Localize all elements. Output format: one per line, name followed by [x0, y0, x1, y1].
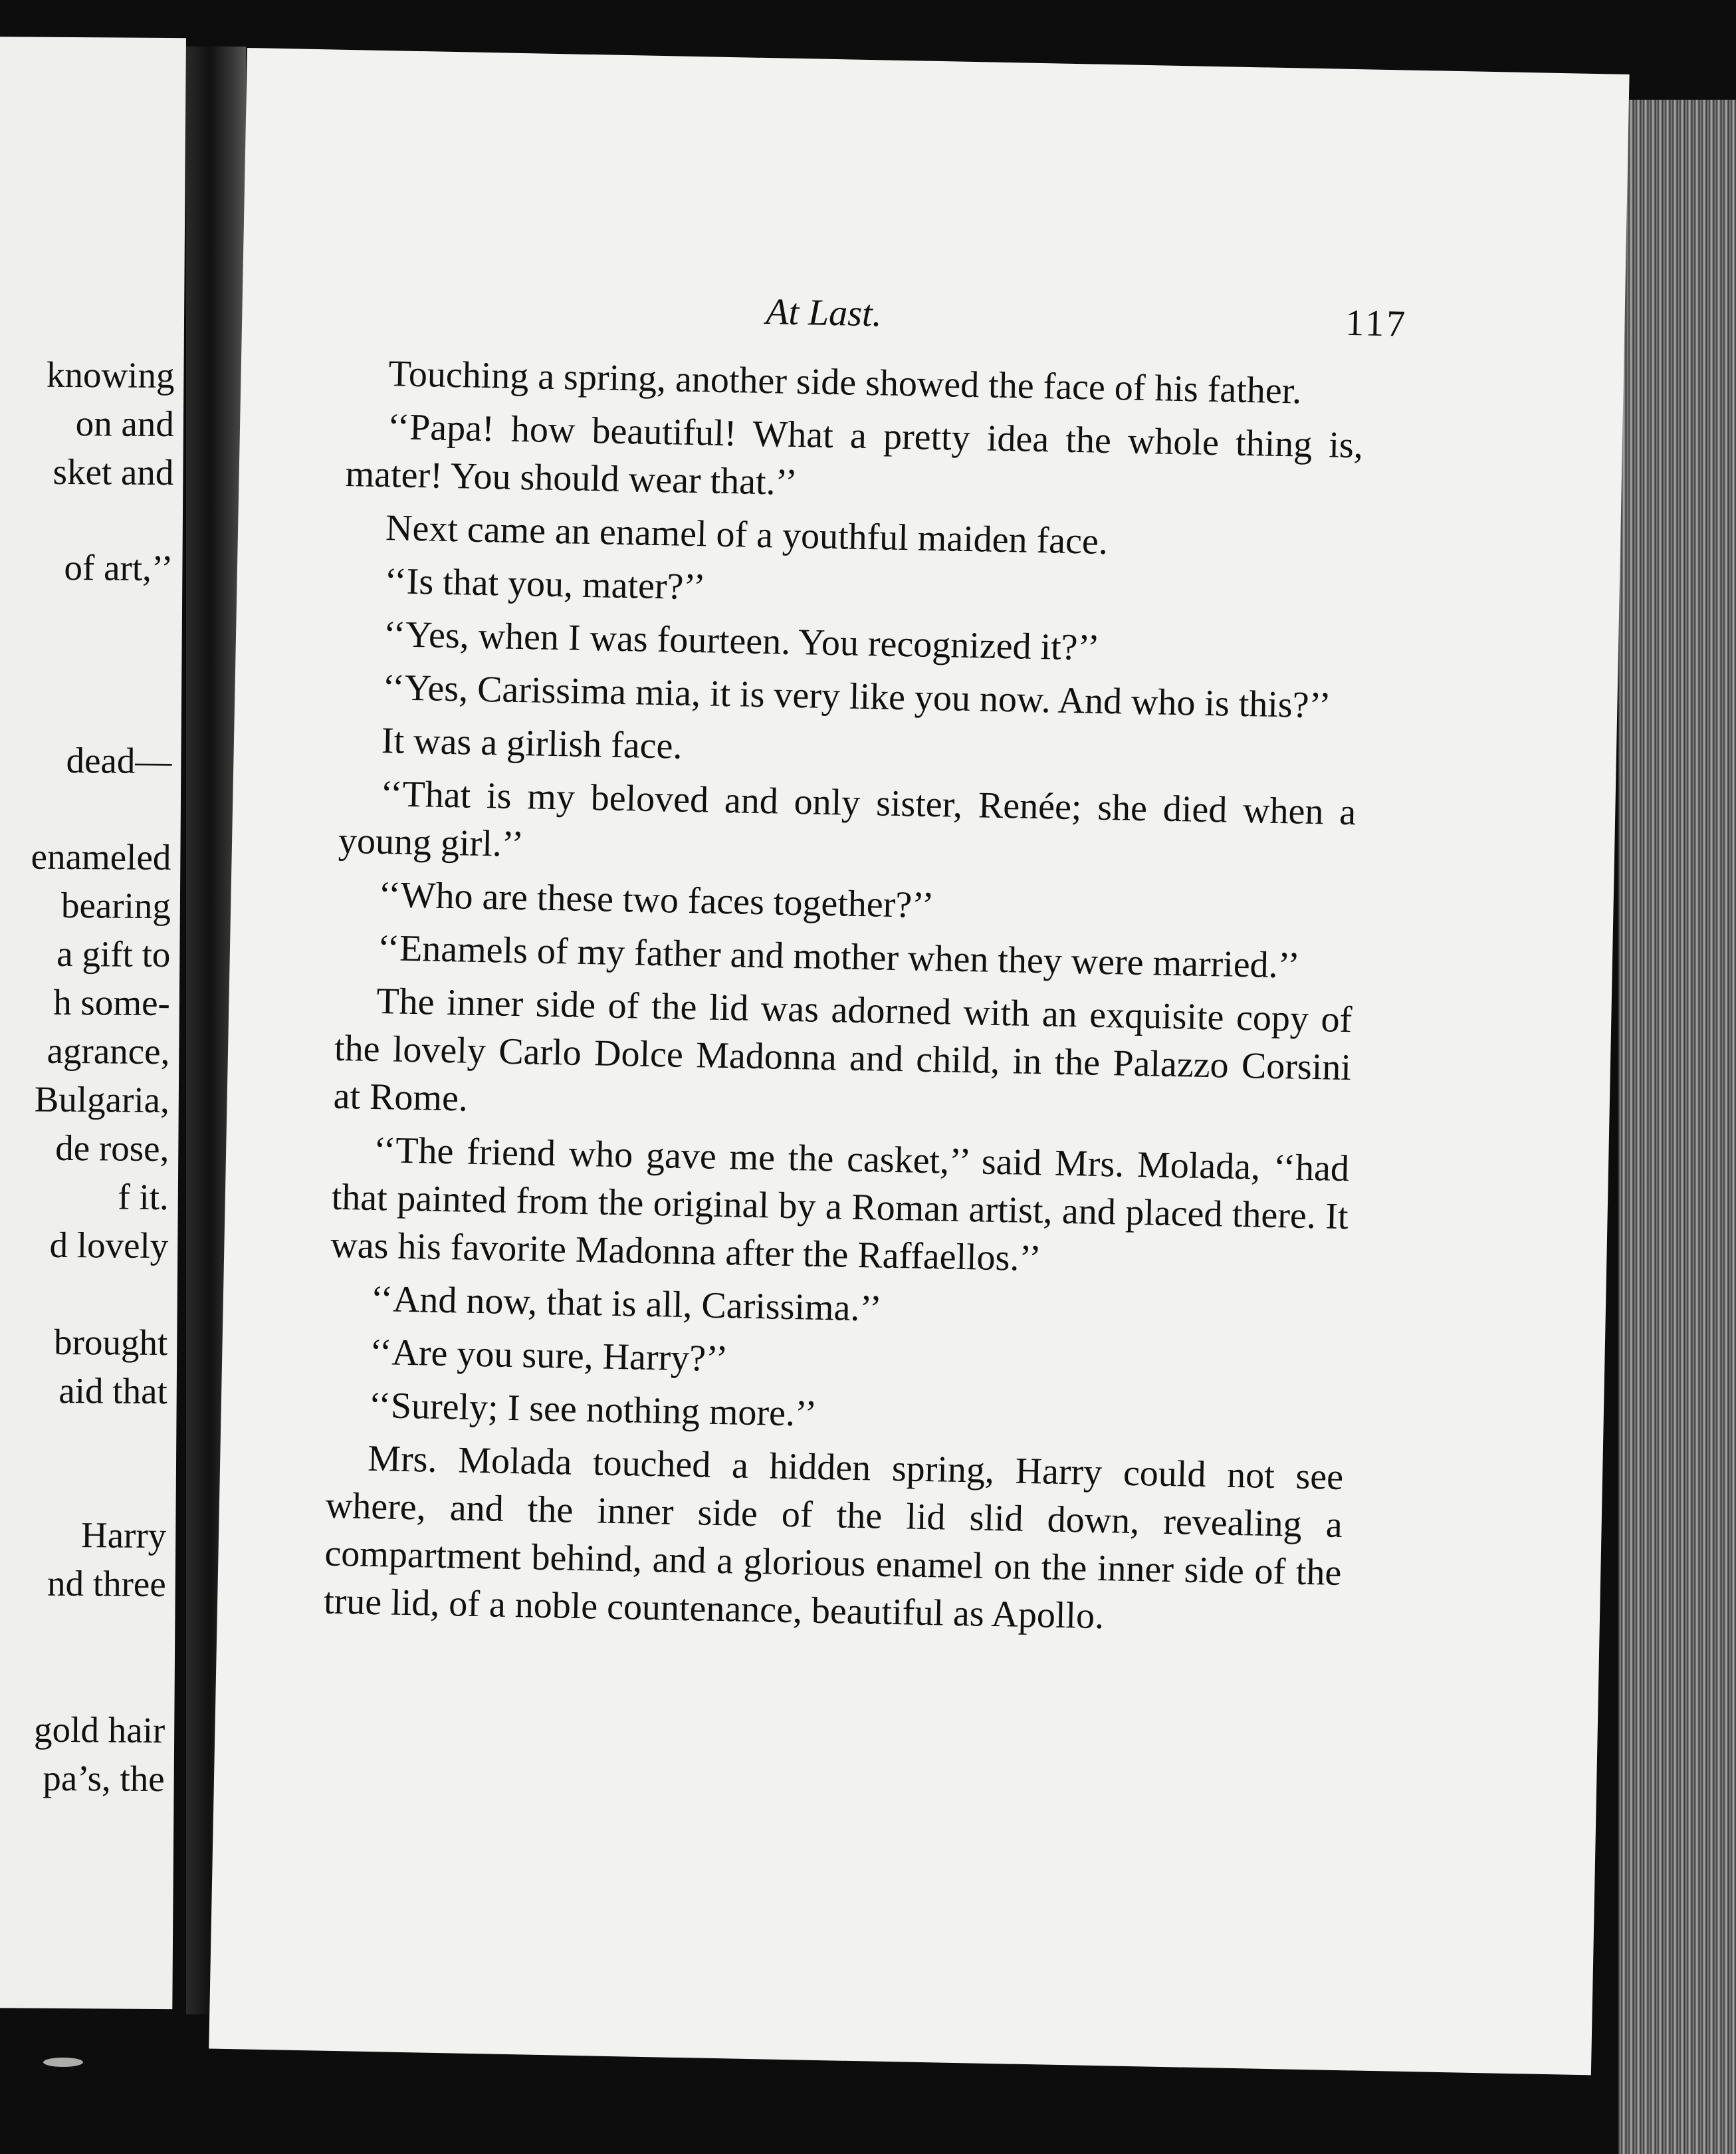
body-text: [323, 349, 1364, 1650]
paragraph: ‘‘And now, that is all, Carissima.’’: [370, 1278, 883, 1330]
paragraph: It was a girlish face.: [381, 720, 683, 767]
left-page-line: bearing: [60, 884, 171, 927]
left-page-line: sket and: [53, 451, 174, 493]
left-page-line: Bulgaria,: [34, 1078, 170, 1121]
left-page-line: knowing: [46, 354, 175, 396]
paragraph: ‘‘Are you sure, Harry?’’: [369, 1331, 728, 1380]
left-page-line: Harry: [80, 1514, 167, 1556]
paragraph: ‘‘Yes, Carissima mia, it is very like you now. And who is this?’’: [381, 667, 1332, 727]
page-edges: [1618, 100, 1736, 2154]
paragraph: ‘‘The friend who gave me the casket,’’ said Mrs. Molada, ‘‘had that painted from the original by a Roman artist, and placed there. It was his favorite Madonna after the Raffaellos.’’: [330, 1129, 1350, 1280]
left-page-line: f it.: [118, 1176, 169, 1218]
left-page-line: enameled: [31, 836, 171, 878]
book-page: [209, 48, 1629, 2075]
left-page-line: dead—: [66, 740, 172, 782]
previous-page: [0, 37, 186, 2009]
paragraph: Mrs. Molada touched a hidden spring, Harry could not see where, and the inner side of the lid slid down, revealing a compartment behind, and a glorious enamel on the inner side of the true lid, of a noble countenance, beautiful as Apollo.: [323, 1437, 1344, 1637]
running-header: At Last.: [765, 291, 883, 335]
paragraph: Next came an enamel of a youthful maiden face.: [385, 507, 1109, 562]
paragraph: ‘‘Enamels of my father and mother when they were married.’’: [377, 927, 1301, 987]
left-page-line: on and: [75, 403, 175, 445]
left-page-line: pa’s, the: [43, 1757, 165, 1800]
left-page-line: gold hair: [33, 1709, 165, 1751]
paragraph: ‘‘That is my beloved and only sister, Renée; she died when a young girl.’’: [338, 773, 1356, 866]
left-page-line: brought: [53, 1321, 168, 1364]
page-number: 117: [1345, 302, 1408, 345]
scan-mark: [43, 2058, 83, 2067]
left-page-line: d lovely: [49, 1224, 169, 1266]
paragraph: ‘‘Yes, when I was fourteen. You recognized it?’’: [383, 614, 1101, 669]
left-page-line: nd three: [47, 1562, 166, 1605]
left-page-line: de rose,: [55, 1127, 169, 1169]
paragraph: ‘‘Who are these two faces together?’’: [378, 874, 934, 927]
paragraph: The inner side of the lid was adorned with an exquisite copy of the lovely Carlo Dolce Madonna and child, in the Palazzo Corsini at Rome.: [333, 981, 1353, 1120]
left-page-line: a gift to: [56, 933, 171, 975]
left-page-line: h some-: [53, 981, 171, 1024]
paragraph: ‘‘Surely; I see nothing more.’’: [368, 1384, 817, 1435]
paragraph: ‘‘Is that you, mater?’’: [384, 560, 706, 608]
left-page-line: of art,’’: [64, 546, 173, 589]
paragraph: Touching a spring, another side showed the face of his father.: [388, 353, 1302, 412]
left-page-line: aid that: [58, 1370, 167, 1412]
left-page-line: agrance,: [47, 1030, 170, 1072]
paragraph: ‘‘Papa! how beautiful! What a pretty idea the whole thing is, mater! You should wear that.’’: [345, 406, 1364, 504]
